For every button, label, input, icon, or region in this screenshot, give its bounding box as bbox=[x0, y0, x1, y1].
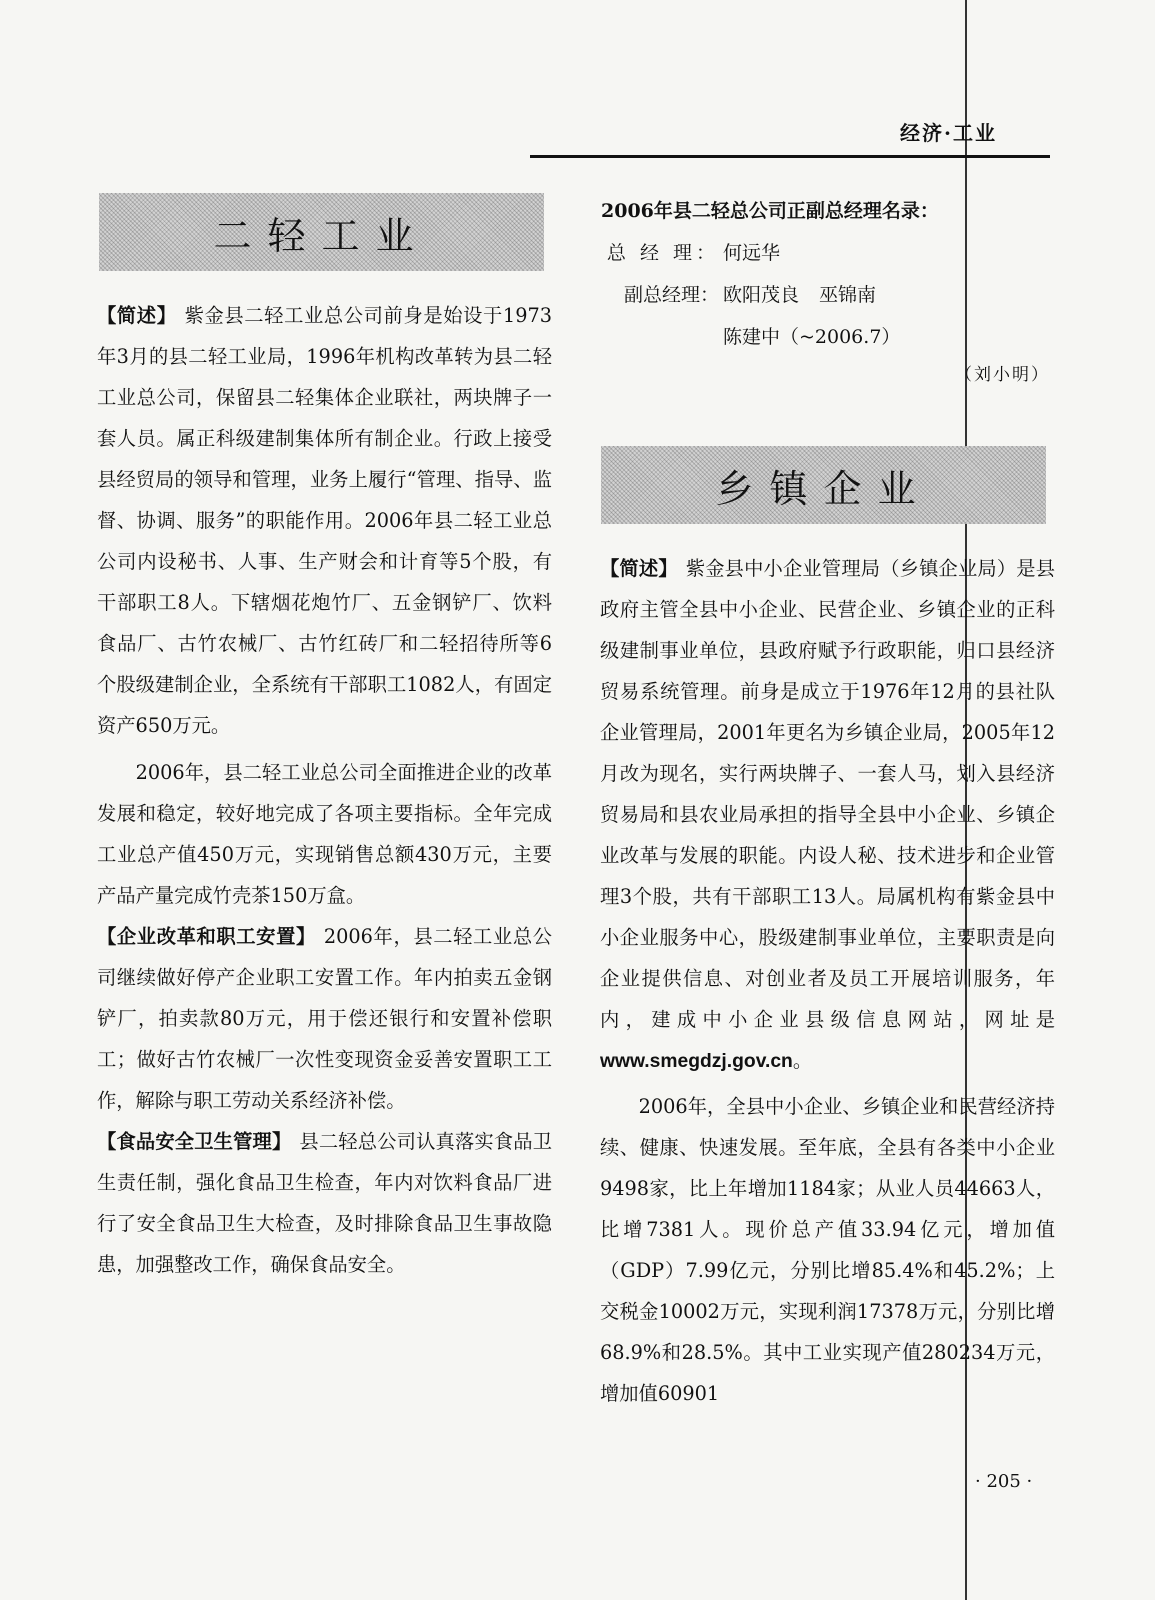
manager-role: 副总经理： bbox=[623, 284, 719, 306]
paragraph bbox=[97, 752, 552, 916]
header-rule bbox=[530, 155, 1050, 158]
paragraph-text: 县二轻总公司认真落实食品卫生责任制，强化食品卫生检查，年内对饮料食品厂进行了安全食品卫生大检查，及时排除食品卫生事故隐患，加强整改工作，确保食品安全。 bbox=[97, 1130, 553, 1276]
paragraph-text: 紫金县二轻工业总公司前身是始设于1973年3月的县二轻工业局，1996年机构改革转为县二轻工业总公司，保留县二轻集体企业联社，两块牌子一套人员。属正科级建制集体所有制企业。行政上接受县经贸局的领导和管理，业务上履行“管理、指导、监督、协调、服务”的职能作用。2006年县二轻工业总公司内设秘书、人事、生产财会和计育等5个股，有干部职工8人。下辖烟花炮竹厂、五金钢铲厂、饮料食品厂、古竹农械厂、古竹红砖厂和二轻招待所等6个股级建制企业，全系统有干部职工1082人，有固定资产650万元。 bbox=[97, 304, 552, 737]
paragraph-text: 2006年，全县中小企业、乡镇企业和民营经济持续、健康、快速发展。至年底，全县有各类中小企业9498家，比上年增加1184家；从业人员44663人，比增7381人。现价总产值33.94亿元，增加值（GDP）7.99亿元，分别比增85.4%和45.2%；上交税金10002万元，实现利润17378万元，分别比增68.9%和28.5%。其中工业实现产值280234万元，增加值60901 bbox=[600, 1095, 1055, 1405]
section-title-banner bbox=[601, 446, 1046, 524]
paragraph bbox=[600, 1086, 1055, 1414]
manager-name: 何远华 bbox=[723, 242, 781, 264]
left-column bbox=[97, 295, 552, 1285]
paragraph-label: 【企业改革和职工安置】 bbox=[97, 925, 316, 948]
website-url: www.smegdzj.gov.cn bbox=[600, 1051, 793, 1072]
section-title-banner bbox=[99, 193, 544, 271]
paragraph-label: 【食品安全卫生管理】 bbox=[97, 1130, 292, 1153]
section-title: 乡镇企业 bbox=[715, 466, 932, 511]
paragraph-text: 紫金县中小企业管理局（乡镇企业局）是县政府主管全县中小企业、民营企业、乡镇企业的正科级建制事业单位，县政府赋予行政职能，归口县经济贸易系统管理。前身是成立于1976年12月的县社队企业管理局，2001年更名为乡镇企业局，2005年12月改为现名，实行两块牌子、一套人马，划入县经济贸易局和县农业局承担的指导全县中小企业、乡镇企业改革与发展的职能。内设人秘、技术进步和企业管理3个股，共有干部职工13人。局属机构有紫金县中小企业服务中心，股级建制事业单位，主要职责是向企业提供信息、对创业者及员工开展培训服务，年内，建成中小企业县级信息网站，网址是 bbox=[600, 557, 1056, 1031]
paragraph-label: 【简述】 bbox=[600, 557, 678, 580]
paragraph bbox=[600, 548, 1055, 1082]
paragraph-text: 。 bbox=[792, 1049, 813, 1072]
running-header: 经济·工业 bbox=[900, 121, 997, 145]
manager-row bbox=[601, 232, 1031, 274]
manager-row bbox=[601, 274, 1031, 316]
paragraph bbox=[97, 916, 552, 1121]
manager-list bbox=[601, 190, 1031, 358]
manager-name: 陈建中（~2006.7） bbox=[723, 326, 901, 348]
author-credit: （刘小明） bbox=[955, 365, 1050, 385]
paragraph-text: 2006年，县二轻工业总公司全面推进企业的改革发展和稳定，较好地完成了各项主要指标。全年完成工业总产值450万元，实现销售总额430万元，主要产品产量完成竹壳茶150万盒。 bbox=[97, 761, 552, 907]
manager-list-title: 2006年县二轻总公司正副总经理名录： bbox=[601, 200, 939, 222]
section-title: 二轻工业 bbox=[213, 213, 430, 258]
manager-name: 巫锦南 bbox=[819, 284, 877, 306]
manager-role: 总 经 理： bbox=[606, 242, 719, 264]
manager-row bbox=[601, 316, 1031, 358]
right-column bbox=[600, 548, 1055, 1414]
manager-role bbox=[601, 316, 721, 358]
paragraph bbox=[97, 295, 552, 746]
paragraph-label: 【简述】 bbox=[97, 304, 177, 327]
page-number: · 205 · bbox=[975, 1471, 1033, 1492]
paragraph bbox=[97, 1121, 552, 1285]
manager-name: 欧阳茂良 bbox=[723, 284, 800, 306]
paragraph-text: 2006年，县二轻工业总公司继续做好停产企业职工安置工作。年内拍卖五金钢铲厂，拍卖款80万元，用于偿还银行和安置补偿职工；做好古竹农械厂一次性变现资金妥善安置职工工作，解除与职工劳动关系经济补偿。 bbox=[97, 925, 552, 1112]
